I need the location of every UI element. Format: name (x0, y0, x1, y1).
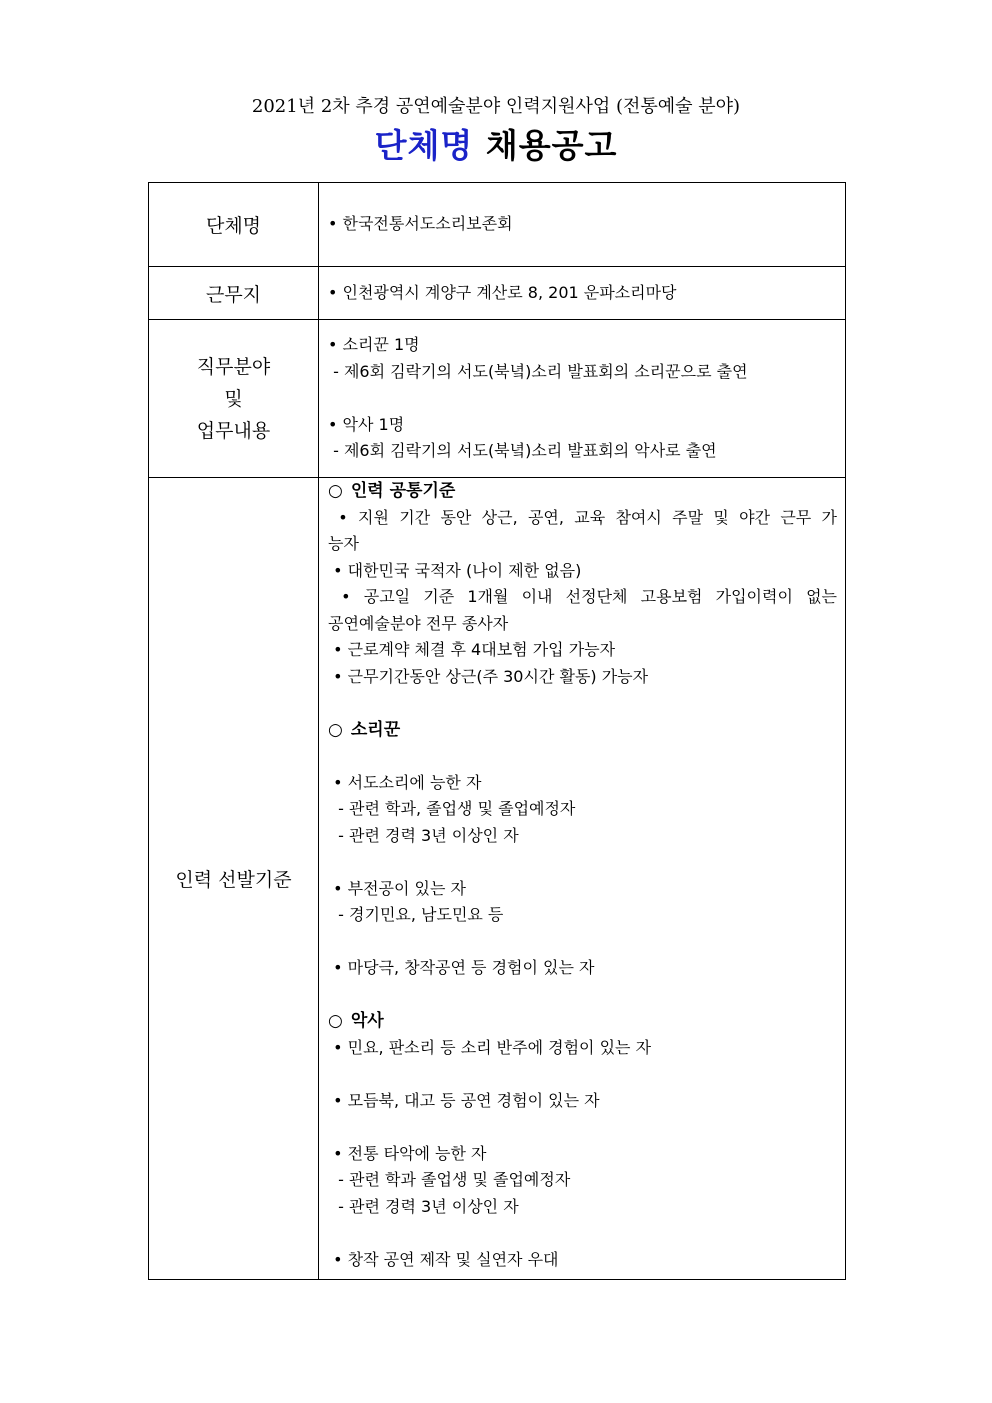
singer-section-title (328, 717, 837, 744)
musician-title-text: 악사 (350, 1011, 384, 1031)
spacer (328, 385, 837, 412)
criteria-item: • 서도소리에 능한 자 (328, 772, 482, 792)
recruitment-table (148, 182, 846, 1280)
spacer (328, 929, 837, 956)
criteria-item: • 근로계약 체결 후 4대보험 가입 가능자 (328, 640, 616, 659)
spacer (328, 690, 837, 717)
criteria-item: • 모듬북, 대고 등 공연 경험이 있는 자 (328, 1090, 600, 1110)
spacer (328, 1220, 837, 1247)
common-title-text: 인력 공통기준 (350, 481, 456, 501)
common-section-title (328, 478, 837, 505)
job-item: • 악사 1명 (328, 414, 405, 434)
criteria-item: • 창작 공연 제작 및 실연자 우대 (328, 1249, 559, 1269)
job-label (149, 320, 319, 478)
circle-bullet-icon: ○ (328, 481, 343, 501)
job-label-line1: 직무분야 (196, 355, 271, 378)
criteria-item: • 근무기간동안 상근(주 30시간 활동) 가능자 (328, 666, 649, 686)
criteria-item: • 지원 기간 동안 상근, 공연, 교육 참여시 주말 및 야간 근무 가 (328, 507, 837, 527)
singer-title-text: 소리꾼 (350, 719, 401, 740)
criteria-item: • 마당극, 창작공연 등 경험이 있는 자 (328, 958, 595, 977)
title-rest: 채용공고 (485, 126, 618, 165)
job-label-line3: 업무내용 (196, 419, 271, 442)
spacer (328, 1061, 837, 1088)
job-label-line2: 및 (224, 387, 243, 410)
criteria-item: - 관련 경력 3년 이상인 자 (328, 825, 519, 845)
row-org (149, 183, 846, 267)
row-criteria (149, 478, 846, 1280)
criteria-item: - 경기민요, 남도민요 등 (328, 905, 504, 924)
location-value: • 인천광역시 계양구 계산로 8, 201 운파소리마당 (319, 267, 846, 320)
circle-bullet-icon: ○ (328, 719, 343, 740)
criteria-item: 능자 (328, 534, 359, 553)
org-value: • 한국전통서도소리보존회 (319, 183, 846, 267)
criteria-item: • 공고일 기준 1개월 이내 선정단체 고용보험 가입이력이 없는 (328, 587, 837, 606)
spacer (328, 743, 837, 770)
spacer (328, 982, 837, 1009)
spacer (328, 849, 837, 876)
title-org-placeholder: 단체명 (374, 126, 474, 165)
criteria-item: - 관련 학과, 졸업생 및 졸업예정자 (328, 799, 576, 818)
location-label: 근무지 (149, 267, 319, 320)
criteria-item: • 전통 타악에 능한 자 (328, 1143, 487, 1163)
criteria-item: 공연예술분야 전무 종사자 (328, 613, 509, 633)
musician-section-title (328, 1008, 837, 1035)
job-content (319, 320, 846, 478)
criteria-item: • 부전공이 있는 자 (328, 878, 466, 898)
criteria-label: 인력 선발기준 (149, 478, 319, 1280)
row-location (149, 267, 846, 320)
criteria-item: • 민요, 판소리 등 소리 반주에 경험이 있는 자 (328, 1037, 652, 1057)
row-job (149, 320, 846, 478)
criteria-item: • 대한민국 국적자 (나이 제한 없음) (328, 560, 582, 580)
job-item: • 소리꾼 1명 (328, 335, 420, 355)
criteria-item: - 관련 경력 3년 이상인 자 (328, 1196, 519, 1216)
job-item: - 제6회 김락기의 서도(북녘)소리 발표회의 악사로 출연 (328, 441, 717, 461)
document-title (0, 120, 992, 167)
criteria-item: - 관련 학과 졸업생 및 졸업예정자 (328, 1170, 571, 1189)
document-subtitle: 2021년 2차 추경 공연예술분야 인력지원사업 (전통예술 분야) (251, 96, 741, 117)
org-label: 단체명 (149, 183, 319, 267)
job-item: - 제6회 김락기의 서도(북녘)소리 발표회의 소리꾼으로 출연 (328, 361, 748, 381)
criteria-content (319, 478, 846, 1280)
spacer (328, 1114, 837, 1141)
circle-bullet-icon: ○ (328, 1011, 343, 1031)
